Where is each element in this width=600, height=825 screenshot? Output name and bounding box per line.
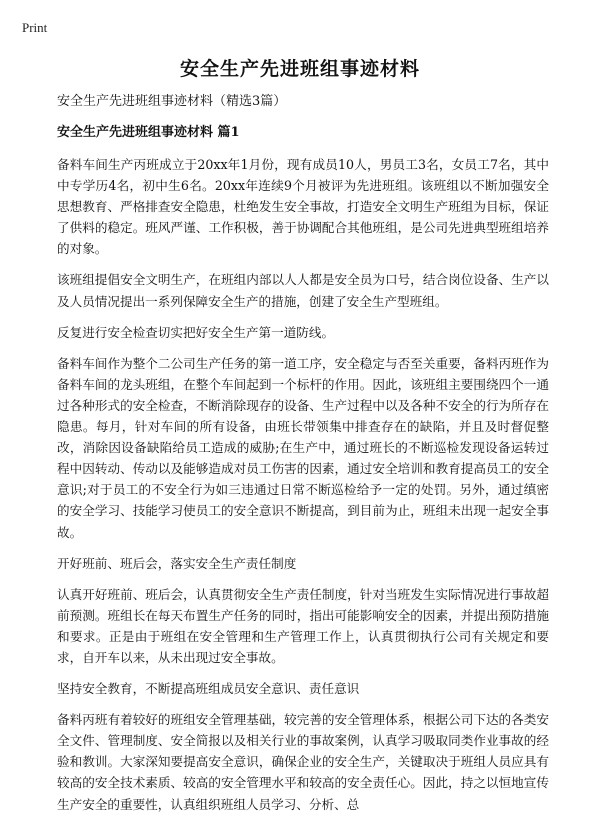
page-title: 安全生产先进班组事迹材料 [179,58,420,80]
paragraph-safety-culture: 该班组提倡安全文明生产，在班组内部以人人都是安全员为口号，结合岗位设备、生产以及人员情况提出一系列保障安全生产的措施，创建了安全生产型班组。 [57,272,549,309]
section-heading: 安全生产先进班组事迹材料 篇1 [57,125,240,140]
subheading-shift-meetings: 开好班前、班后会，落实安全生产责任制度 [57,555,297,571]
subheading-safety-inspection: 反复进行安全检查切实把好安全生产第一道防线。 [57,324,335,340]
paragraph-safety-inspection: 备料车间作为整个二公司生产任务的第一道工序，安全稳定与否至关重要，备料丙班作为备料车间的龙头班组，在整个车间起到一个标杆的作用。因此，该班组主要围绕四个一通过各种形式的安全检查，不断消除现存的设备、生产过程中以及各种不安全的行为所存在隐患。每月，针对车间的所有设备，由班长带领集中排查存在的缺陷，并且及时督促整改，消除因设备缺陷给员工造成的威胁;在生产中，通过班长的不断巡检发现设备运转过程中因转动、传动以及能够造成对员工伤害的因素，通过安全培训和教育提高员工的安全意识;对于员工的不安全行为如三违通过日常不断巡检给予一定的处罚。另外，通过缜密的安全学习、技能学习使员工的安全意识不断提高，到目前为止，班组未出现一起安全事故。 [57,355,549,540]
document-body [57,92,549,825]
subheading-safety-education: 坚持安全教育，不断提高班组成员安全意识、责任意识 [57,681,360,697]
paragraph-safety-education: 备料丙班有着较好的班组安全管理基础，较完善的安全管理体系，根据公司下达的各类安全文件、管理制度、安全简报以及相关行业的事故案例，认真学习吸取同类作业事故的经验和教训。大家深知要提高安全意识，确保企业的安全生产，关键取决于班组人员应具有较高的安全技术素质、较高的安全管理水平和较高的安全责任心。因此，持之以恒地宣传生产安全的重要性，认真组织班组人员学习、分析、总 [57,712,549,812]
paragraph-intro: 备料车间生产丙班成立于20xx年1月份，现有成员10人，男员工3名，女员工7名，其中中专学历4名，初中生6名。20xx年连续9个月被评为先进班组。该班组以不断加强安全思想教育、严格排查安全隐患，杜绝发生安全事故，打造安全文明生产班组为目标，保证了供料的稳定。班风严谨、工作积极，善于协调配合其他班组，是公司先进典型班组培养的对象。 [57,157,549,257]
paragraph-shift-meetings: 认真开好班前、班后会，认真贯彻安全生产责任制度，针对当班发生实际情况进行事故超前预测。班组长在每天布置生产任务的同时，指出可能影响安全的因素，并提出预防措施和要求。正是由于班组在安全管理和生产管理工作上，认真贯彻执行公司有关规定和要求，自开车以来，从未出现过安全事故。 [57,586,549,665]
document-subtitle: 安全生产先进班组事迹材料（精选3篇） [57,94,287,109]
print-link[interactable]: Print [22,20,48,35]
